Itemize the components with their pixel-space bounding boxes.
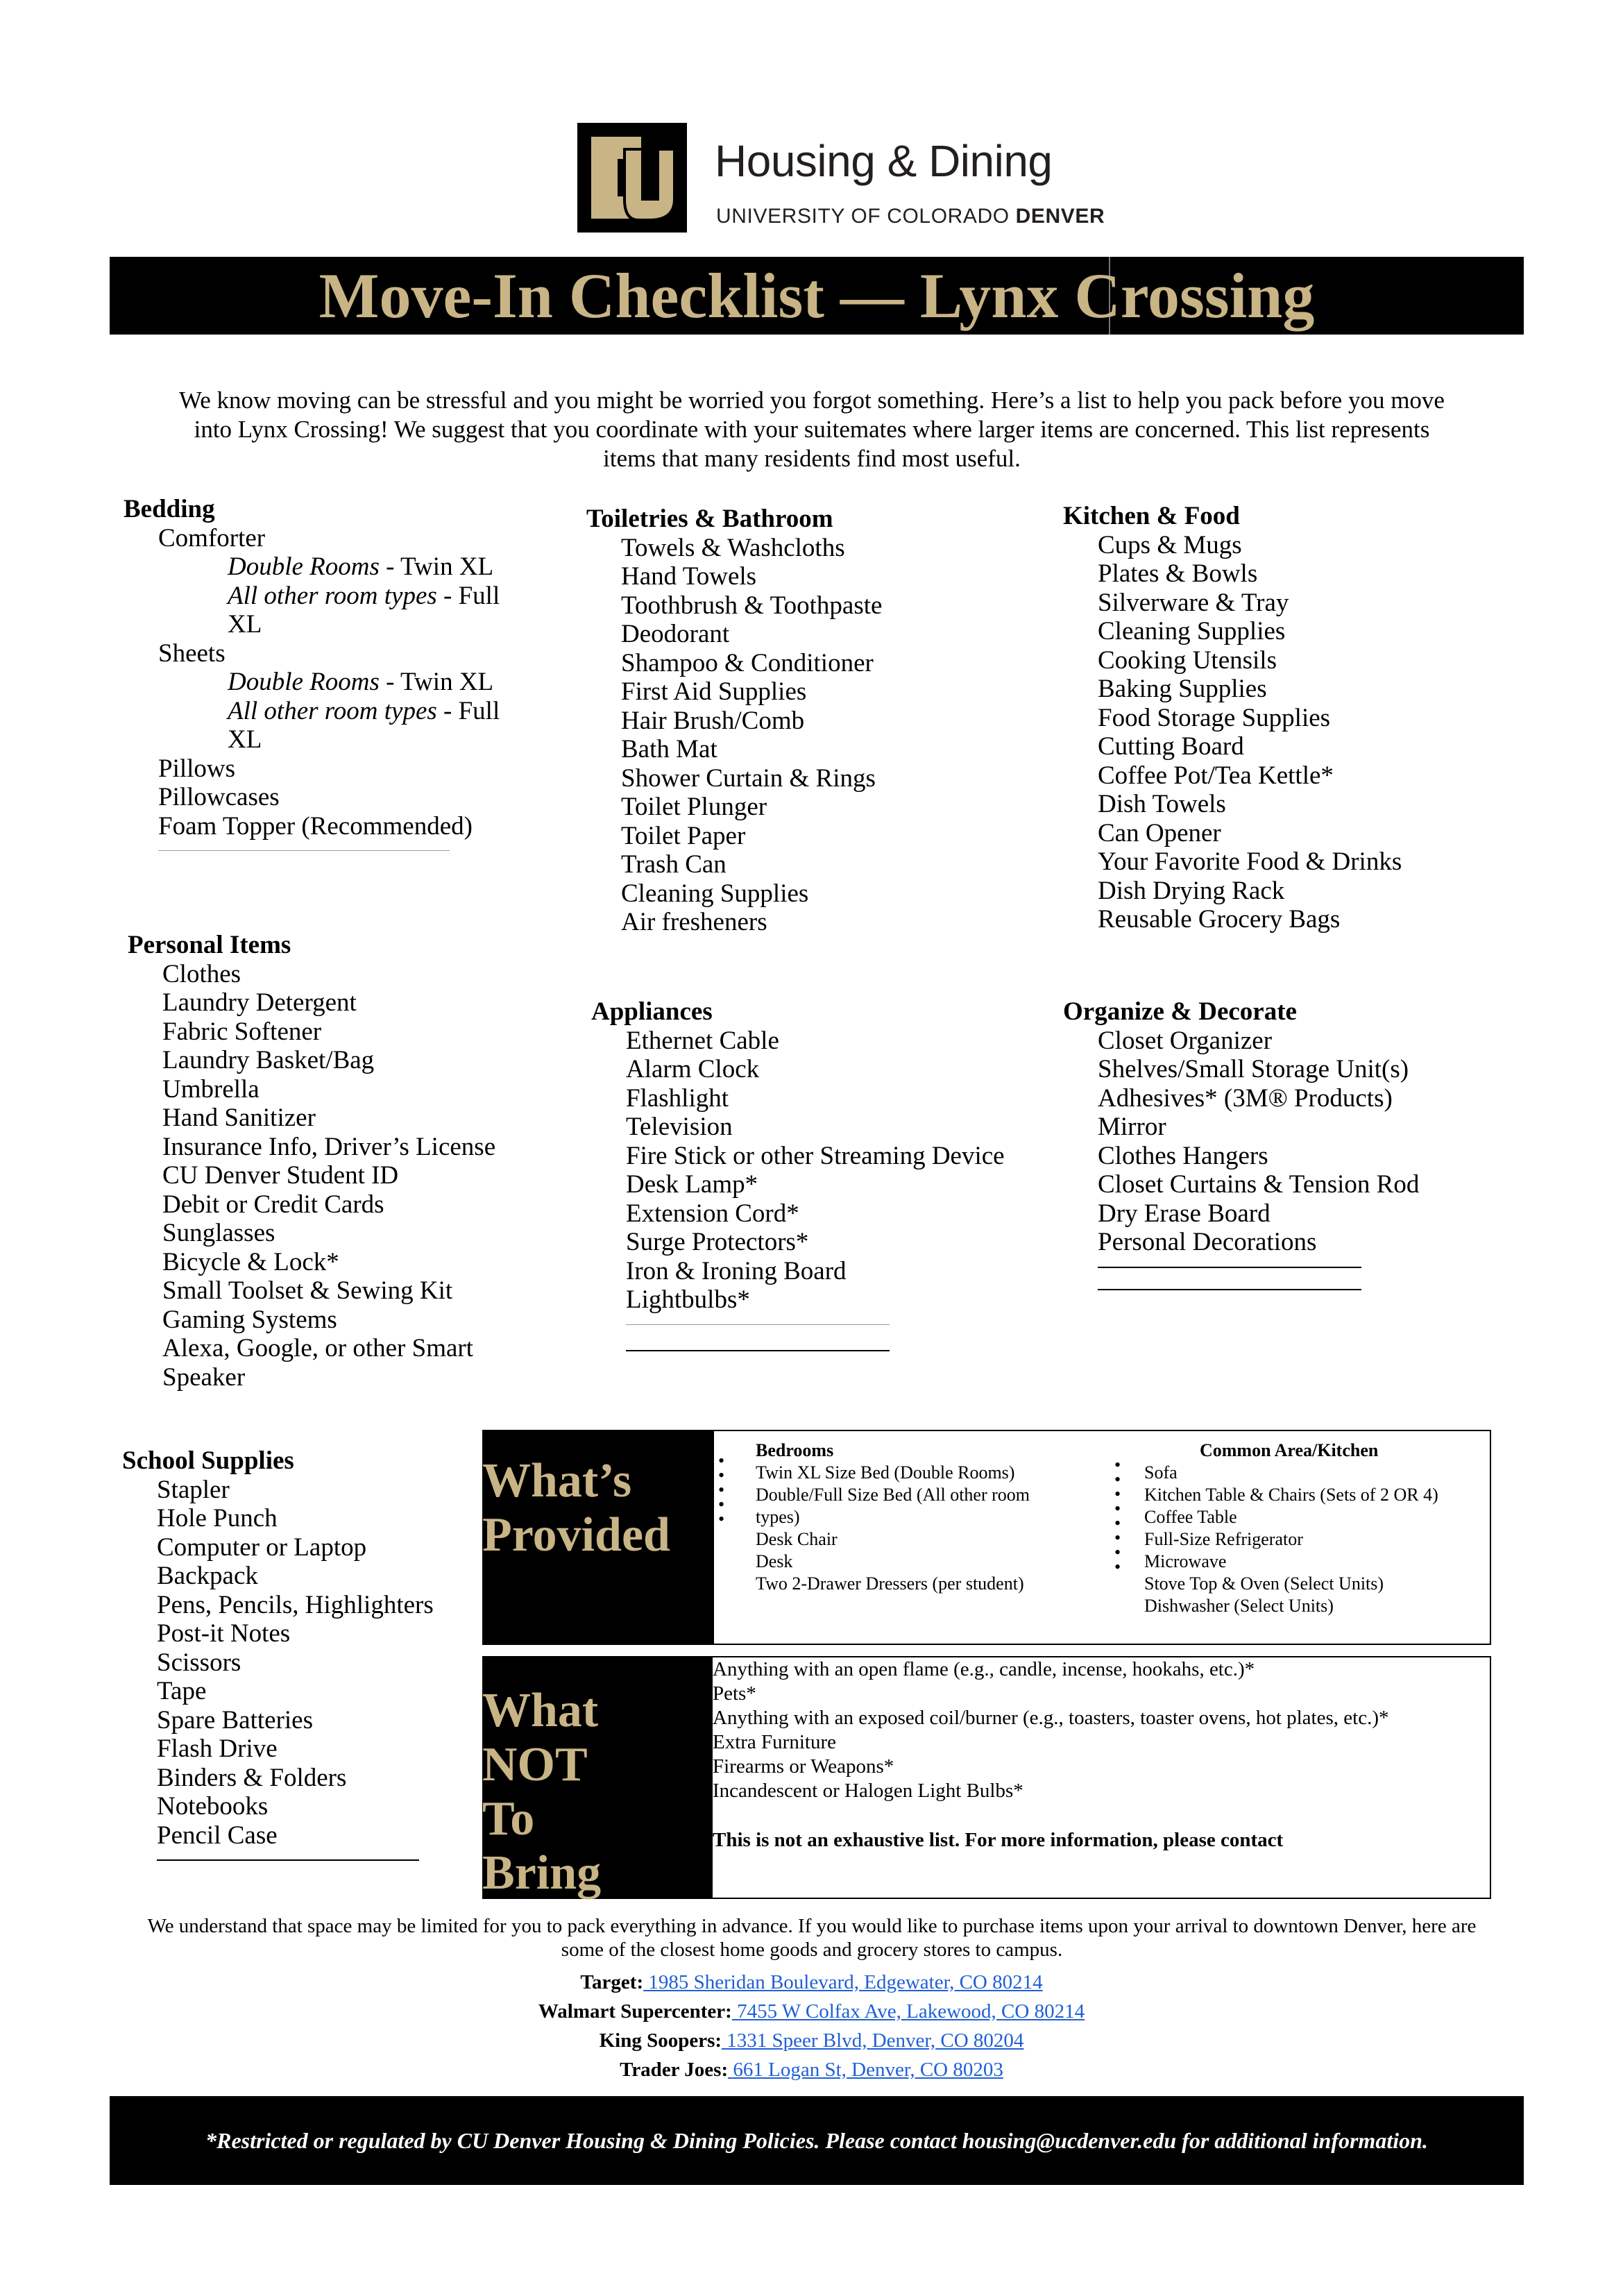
bedrooms-bullets: • • • • • <box>718 1451 725 1529</box>
appliances-section <box>591 997 1005 1351</box>
logo-title: Housing & Dining <box>715 136 1053 186</box>
bedrooms-heading: Bedrooms <box>756 1440 834 1460</box>
bedding-section <box>124 495 500 851</box>
list-item: Gaming Systems <box>162 1305 337 1334</box>
page-title: Move-In Checklist — Lynx Crossing <box>318 260 1315 331</box>
list-item: Shower Curtain & Rings <box>621 763 876 793</box>
list-subitem: Double Rooms - Twin XL <box>228 552 494 581</box>
list-item: Tape <box>157 1677 207 1705</box>
list-item: Pets* <box>713 1682 756 1705</box>
stores-intro: We understand that space may be limited for you to pack everything in advance. If you would like to purchase items upon your arrival to downtown Denver, here are some of the closest home goods and grocery stores to campus. <box>147 1915 1477 1961</box>
list-item: Food Storage Supplies <box>1098 703 1331 732</box>
list-item: Sunglasses <box>162 1219 275 1247</box>
list-item: Foam Topper (Recommended) <box>158 811 473 841</box>
list-item: Incandescent or Halogen Light Bulbs* <box>713 1780 1023 1802</box>
list-item: Plates & Bowls <box>1098 559 1258 588</box>
list-item: Alexa, Google, or other Smart <box>162 1334 473 1362</box>
list-item: Laundry Detergent <box>162 988 357 1017</box>
blank-line <box>626 1350 890 1351</box>
list-item: Two 2-Drawer Dressers (per student) <box>756 1573 1024 1594</box>
cu-logo-icon <box>576 121 688 234</box>
walmart-address-link[interactable]: 7455 W Colfax Ave, Lakewood, CO 80214 <box>731 2000 1085 2023</box>
list-subitem: XL <box>228 610 262 639</box>
list-item: Notebooks <box>157 1792 269 1821</box>
list-item: Fire Stick or other Streaming Device <box>626 1141 1005 1170</box>
list-item: Silverware & Tray <box>1098 588 1289 617</box>
list-item: Extra Furniture <box>713 1731 836 1753</box>
logo-subtitle: UNIVERSITY OF COLORADO DENVER <box>716 205 1105 228</box>
list-item: Fabric Softener <box>162 1017 322 1046</box>
list-item: Flashlight <box>626 1083 729 1113</box>
list-item: Your Favorite Food & Drinks <box>1098 847 1402 876</box>
list-item: Insurance Info, Driver’s License <box>162 1132 496 1161</box>
list-item: Flash Drive <box>157 1734 278 1763</box>
kitchen-heading: Kitchen & Food <box>1063 502 1240 530</box>
list-item: Firearms or Weapons* <box>713 1755 894 1778</box>
list-item: Ethernet Cable <box>626 1026 779 1055</box>
list-item: Dish Towels <box>1098 790 1226 818</box>
list-item: Cooking Utensils <box>1098 645 1277 675</box>
footer-note: *Restricted or regulated by CU Denver Housing & Dining Policies. Please contact housing@ucdenver.edu for additional information. <box>205 2128 1428 2153</box>
list-item: Toilet Plunger <box>621 793 767 821</box>
list-item: Microwave <box>1144 1551 1227 1571</box>
list-item: Laundry Basket/Bag <box>162 1046 375 1074</box>
list-item: Extension Cord* <box>626 1199 799 1228</box>
list-item: Dry Erase Board <box>1098 1199 1271 1228</box>
list-item: Mirror <box>1098 1113 1166 1141</box>
list-item: Hair Brush/Comb <box>621 706 805 735</box>
list-subitem: XL <box>228 725 262 754</box>
store-walmart: Walmart Supercenter: 7455 W Colfax Ave, Lakewood, CO 80214 <box>538 2000 1085 2023</box>
list-item: Pencil Case <box>157 1821 278 1850</box>
list-item: Post-it Notes <box>157 1619 291 1648</box>
list-item: Pillows <box>158 754 236 783</box>
store-king-soopers: King Soopers: 1331 Speer Blvd, Denver, CO 80204 <box>599 2029 1024 2052</box>
list-item: Anything with an open flame (e.g., candle, incense, hookahs, etc.)* <box>713 1658 1255 1680</box>
list-item: Alarm Clock <box>626 1055 760 1083</box>
list-item: Double/Full Size Bed (All other room <box>756 1485 1030 1505</box>
list-item: Personal Decorations <box>1098 1228 1317 1256</box>
list-item: Anything with an exposed coil/burner (e.g., toasters, toaster ovens, hot plates, etc.)* <box>713 1707 1389 1729</box>
list-item: Coffee Table <box>1144 1507 1237 1527</box>
list-item: Baking Supplies <box>1098 675 1267 703</box>
list-subitem: All other room types - Full <box>228 581 500 610</box>
list-item: Trash Can <box>621 850 726 879</box>
list-item: Toothbrush & Toothpaste <box>621 591 883 620</box>
toiletries-heading: Toiletries & Bathroom <box>586 505 833 533</box>
trader-joes-address-link[interactable]: 661 Logan St, Denver, CO 80203 <box>728 2059 1003 2081</box>
list-item: Deodorant <box>621 620 730 648</box>
list-item: Clothes <box>162 959 241 988</box>
bedrooms-list <box>756 1440 1030 1595</box>
list-item: Umbrella <box>162 1074 260 1104</box>
blank-line <box>626 1324 890 1325</box>
list-item: Cutting Board <box>1098 732 1244 761</box>
common-area-bullets: • • • • • • • • <box>1114 1455 1121 1577</box>
list-item: Sofa <box>1144 1462 1178 1483</box>
list-item: Pillowcases <box>158 783 280 811</box>
list-item: Hand Sanitizer <box>162 1104 316 1132</box>
list-subitem: All other room types - Full <box>228 696 500 725</box>
school-supplies-heading: School Supplies <box>122 1446 294 1475</box>
organize-section <box>1063 997 1419 1290</box>
blank-line <box>157 1859 419 1861</box>
list-item: Closet Organizer <box>1098 1026 1273 1055</box>
bedding-heading: Bedding <box>124 495 215 523</box>
list-item: Shelves/Small Storage Unit(s) <box>1098 1055 1409 1083</box>
common-area-heading: Common Area/Kitchen <box>1200 1440 1379 1460</box>
list-item: Full-Size Refrigerator <box>1144 1529 1303 1549</box>
list-item: CU Denver Student ID <box>162 1161 399 1190</box>
personal-items-heading: Personal Items <box>128 931 291 959</box>
common-area-list <box>1144 1462 1438 1617</box>
list-item: Closet Curtains & Tension Rod <box>1098 1170 1420 1199</box>
whats-provided-box <box>713 1430 1491 1645</box>
target-address-link[interactable]: 1985 Sheridan Boulevard, Edgewater, CO 80214 <box>643 1971 1043 1993</box>
organize-heading: Organize & Decorate <box>1063 997 1297 1026</box>
school-supplies-section <box>122 1446 434 1861</box>
whats-provided-label: What’s Provided <box>482 1430 713 1645</box>
list-item: Speaker <box>162 1362 246 1392</box>
personal-items-section <box>128 931 495 1392</box>
list-item: Dish Drying Rack <box>1098 876 1285 905</box>
title-bar <box>110 257 1524 335</box>
list-item: Debit or Credit Cards <box>162 1190 384 1219</box>
blank-line <box>158 850 450 851</box>
toiletries-section <box>586 505 882 937</box>
list-item: Television <box>626 1113 733 1141</box>
list-item: Reusable Grocery Bags <box>1098 905 1341 934</box>
list-item: First Aid Supplies <box>621 677 807 706</box>
list-item: Hole Punch <box>157 1504 278 1533</box>
store-target: Target: 1985 Sheridan Boulevard, Edgewater, CO 80214 <box>580 1971 1043 1993</box>
cu-housing-logo <box>576 121 1131 239</box>
list-item: Towels & Washcloths <box>621 533 845 562</box>
what-not-to-bring-box <box>713 1656 1491 1899</box>
list-item: Binders & Folders <box>157 1763 347 1792</box>
list-item: Bicycle & Lock* <box>162 1247 339 1276</box>
list-item: Can Opener <box>1098 818 1221 847</box>
list-item: Desk <box>756 1551 793 1571</box>
list-item: Surge Protectors* <box>626 1228 809 1256</box>
footer-bar <box>110 2096 1524 2185</box>
list-subitem: Double Rooms - Twin XL <box>228 668 494 696</box>
list-item: Spare Batteries <box>157 1705 313 1734</box>
list-item: Stapler <box>157 1475 230 1504</box>
list-item: Iron & Ironing Board <box>626 1256 847 1285</box>
list-item: Adhesives* (3M® Products) <box>1098 1083 1393 1113</box>
king-soopers-address-link[interactable]: 1331 Speer Blvd, Denver, CO 80204 <box>722 2029 1024 2052</box>
store-trader-joes: Trader Joes: 661 Logan St, Denver, CO 80203 <box>620 2059 1003 2081</box>
blank-line <box>1098 1267 1361 1268</box>
list-item: Kitchen Table & Chairs (Sets of 2 OR 4) <box>1144 1485 1438 1505</box>
list-item: Sheets <box>158 639 226 668</box>
not-exhaustive-note: This is not an exhaustive list. For more information, please contact <box>713 1829 1284 1851</box>
list-item: Air fresheners <box>621 908 767 936</box>
not-bring-list <box>713 1657 1388 1852</box>
kitchen-section <box>1063 502 1402 934</box>
list-item: Shampoo & Conditioner <box>621 648 874 677</box>
list-item: types) <box>756 1507 800 1527</box>
list-item: Lightbulbs* <box>626 1285 750 1314</box>
list-item: Hand Towels <box>621 562 757 591</box>
list-item: Backpack <box>157 1562 258 1590</box>
list-item: Bath Mat <box>621 735 717 763</box>
list-item: Desk Lamp* <box>626 1170 758 1199</box>
list-item: Dishwasher (Select Units) <box>1144 1596 1334 1616</box>
list-item: Stove Top & Oven (Select Units) <box>1144 1573 1384 1594</box>
list-item: Desk Chair <box>756 1529 838 1549</box>
intro-paragraph: We know moving can be stressful and you might be worried you forgot something. Here’s a list to help you pack before you move into Lynx Crossing! We suggest that you coordinate with your suitemates where larger items are concerned. This list represents items that many residents find most useful. <box>179 387 1445 472</box>
list-item: Clothes Hangers <box>1098 1141 1268 1170</box>
list-item: Cleaning Supplies <box>1098 617 1286 645</box>
list-item: Computer or Laptop <box>157 1533 367 1562</box>
list-item: Cups & Mugs <box>1098 530 1242 559</box>
appliances-heading: Appliances <box>591 997 713 1026</box>
list-item: Twin XL Size Bed (Double Rooms) <box>756 1462 1015 1483</box>
list-item: Pens, Pencils, Highlighters <box>157 1590 434 1619</box>
blank-line <box>1098 1289 1361 1290</box>
list-item: Toilet Paper <box>621 821 746 850</box>
list-item: Coffee Pot/Tea Kettle* <box>1098 761 1334 790</box>
list-item: Comforter <box>158 523 266 552</box>
list-item: Small Toolset & Sewing Kit <box>162 1276 453 1305</box>
list-item: Cleaning Supplies <box>621 879 809 908</box>
list-item: Scissors <box>157 1648 241 1677</box>
what-not-to-bring-label: What NOT To Bring <box>482 1656 713 1899</box>
